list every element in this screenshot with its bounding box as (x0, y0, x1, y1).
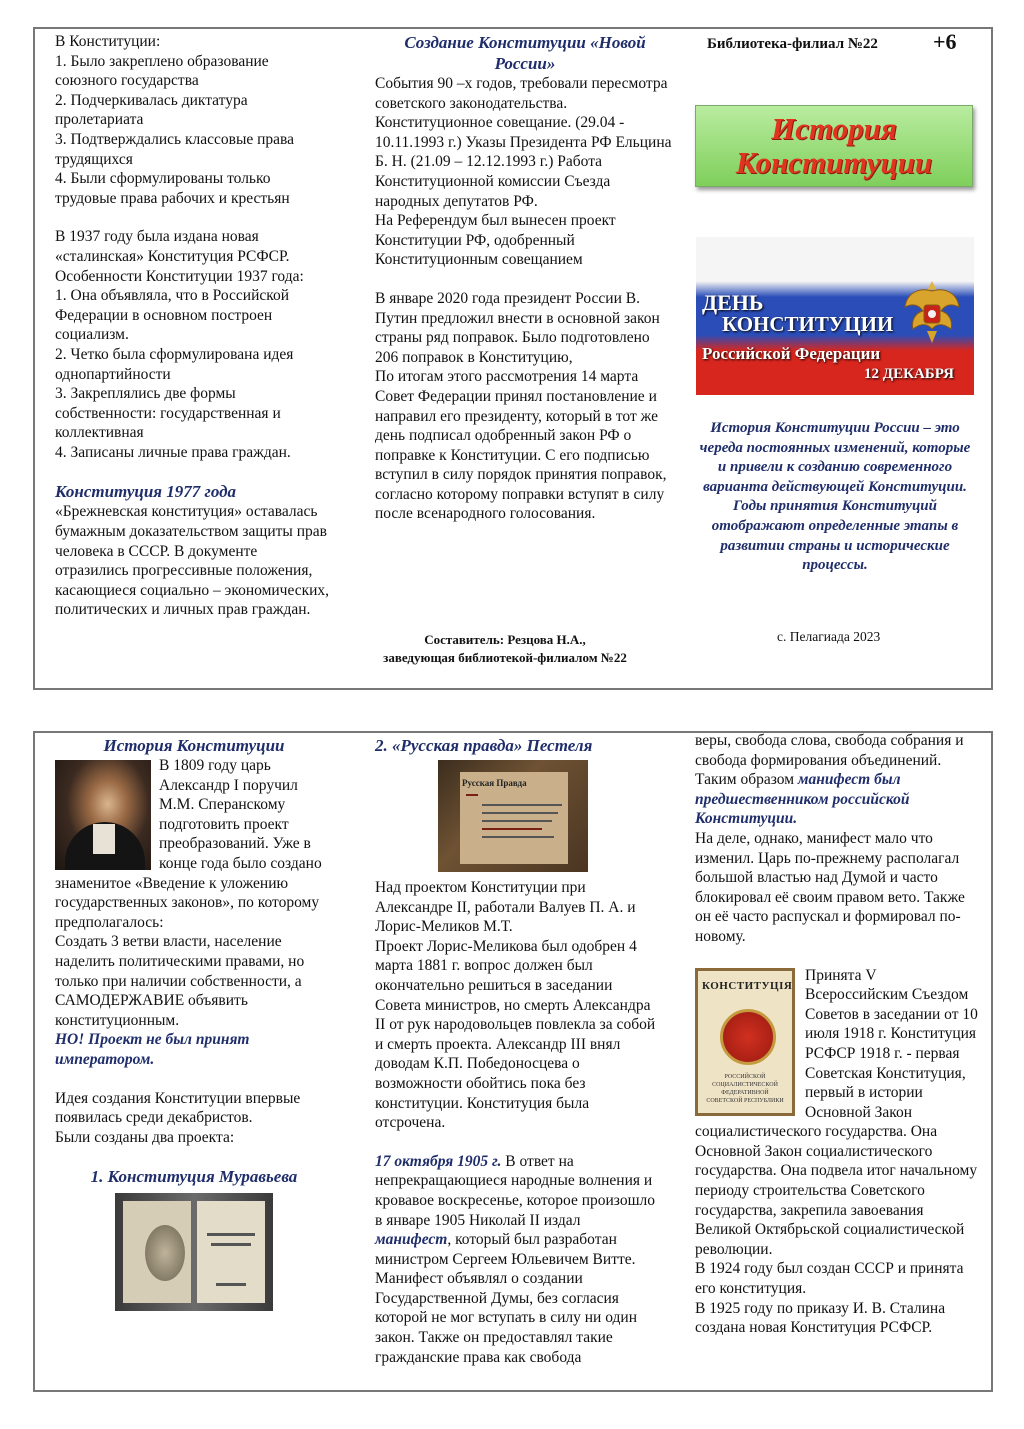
page2-column-2 (375, 735, 657, 1367)
page1-column-1 (55, 32, 330, 620)
page2-column-3 (695, 731, 980, 1338)
intro-text: В Конституции: (55, 33, 161, 50)
heading-pestel: 2. «Русская правда» Пестеля (375, 736, 593, 755)
heading-new-russia: Создание Конституции «Новой России» (404, 33, 646, 73)
title-line-1: История (771, 111, 897, 146)
list-item: 3. Закреплялись две формы собственности: государственная и коллективная (55, 385, 281, 442)
russkaya-pravda-image (438, 760, 588, 872)
paragraph-1937: В 1937 году была издана новая «сталинская» Конституция РСФСР. Особенности Конституции 1937 года: (55, 228, 304, 285)
list-item: 2. Четко была сформулирована идея однопартийности (55, 345, 294, 383)
image-caption: Русская Правда (462, 778, 527, 788)
speransky-portrait-image (55, 760, 151, 870)
compiler-credit (355, 631, 655, 667)
coat-of-arms-icon (901, 277, 963, 347)
banner-line-4: 12 ДЕКАБРЯ (864, 366, 954, 382)
manifest-highlight: манифест (375, 1231, 448, 1249)
banner-line-3: Российской Федерации (702, 344, 881, 363)
age-rating: +6 (933, 29, 957, 54)
paragraph: На Референдум был вынесен проект Конституции РФ, одобренный Конституционным совещанием (375, 212, 616, 269)
paragraph: Проект Лорис-Меликова был одобрен 4 марта 1881 г. вопрос должен был окончательно решиться в заседании Совета министров, но смерть Александра II от рук народовольцев повлекла за собой и смерть проекта. Александр III внял доводам К.П. Победоносцева о возможности обойтись пока без конституции. Конституция была отсрочена. (375, 937, 656, 1132)
cover-footer: РОССИЙСКОЙ СОЦИАЛИСТИЧЕСКОЙ ФЕДЕРАТИВНОЙ СОВЕТСКОЙ РЕСПУБЛИКИ (706, 1073, 784, 1104)
paragraph: Манифест объявлял о создании Государственной Думы, без согласия которой не мог вступать в силу ни один закон. Также он предоставлял такие гражданские права как свобода (375, 1270, 638, 1366)
list-item: 2. Подчеркивалась диктатура пролетариата (55, 91, 248, 129)
list-item: 4. Записаны личные права граждан. (55, 443, 291, 461)
compiler-position: заведующая библиотекой-филиалом №22 (383, 650, 627, 665)
paragraph: Создать 3 ветви власти, население наделить политическими правами, но только при наличии собственности, а САМОДЕРЖАВИЕ объявить конституционным. (55, 933, 305, 1029)
constitution-day-banner (696, 237, 974, 395)
paragraph-1977: «Брежневская конституция» оставалась бумажным доказательством защиты прав человека в СССР. В документе отразились прогрессивные положения, касающиеся социально – экономических, политических и личных прав граждан. (55, 503, 330, 619)
manifest-conclusion: манифест был предшественником российской Конституции. (695, 771, 910, 828)
muravev-book-image (115, 1193, 273, 1311)
heading-1977: Конституция 1977 года (55, 482, 237, 502)
paragraph-speransky: В 1809 году царь Александр I поручил М.М. Сперанскому подготовить проект преобразований. Уже в конце года было создано знаменитое «Введение к уложению государственных законов», по которому предполагалось: (55, 757, 322, 931)
heading-muravev: 1. Конституция Муравьева (90, 1167, 298, 1187)
paragraph: Конституционное совещание. (29.04 - 10.11.1993 г.) Указы Президента РФ Ельцина Б. Н. (21.09 – 12.12.1993 г.) Работа Конституционной комиссии Съезда народных депутатов РФ. (375, 114, 672, 210)
paragraph-continued (695, 731, 980, 829)
paragraph: В январе 2020 года президент России В. Путин предложил внести в основной закон страны ряд поправок. Было подготовлено 206 поправок в Конституцию, (375, 289, 660, 366)
list-item: 3. Подтверждались классовые права трудящихся (55, 130, 295, 168)
place-and-year: с. Пелагиада 2023 (777, 629, 881, 644)
page2-column-1 (55, 735, 333, 1311)
brochure-page-2 (33, 731, 993, 1392)
hammer-sickle-emblem-icon (720, 1009, 776, 1065)
history-intro-text: История Конституции России – это череда постоянных изменений, которые и привели к созданию современного варианта действующей Конституции. Годы принятия Конституций отображают определенные этапы в развитии страны и исторические процессы. (699, 420, 971, 574)
paragraph-1924: В 1924 году был создан СССР и принята его конституция. (695, 1260, 964, 1298)
brochure-title (695, 105, 973, 187)
title-line-2: Конституции (735, 145, 933, 180)
paragraph: Были созданы два проекта: (55, 1128, 235, 1146)
list-item: 4. Были сформулированы только трудовые права рабочих и крестьян (55, 170, 290, 207)
paragraph-text: веры, свобода слова, свобода собрания и свобода формирования объединений. Таким образом (695, 732, 964, 789)
paragraph-1905 (375, 1152, 657, 1270)
paragraph: События 90 –х годов, требовали пересмотра советского законодательства. (375, 75, 668, 112)
paragraph: По итогам этого рассмотрения 14 марта Совет Федерации принял постановление и направил его президенту, который в тот же день подписал одобренный закон РФ о поправке к Конституции. С его подписью вступил в силу порядок принятия поправок, согласно которому поправки вступят в силу после всенародного голосования. (375, 368, 667, 523)
paragraph-text: В ответ на непрекращающиеся народные волнения и кровавое воскресенье, которое произошло в январе 1905 Николай II издал (375, 1152, 655, 1229)
paragraph-text: , который был разработан министром Сергеем Юльевичем Витте. (375, 1231, 636, 1268)
banner-line-2: КОНСТИТУЦИИ (722, 312, 894, 336)
constitution-1918-cover-image (695, 968, 795, 1116)
compiler-name: Составитель: Резцова Н.А., (424, 632, 586, 647)
list-item: 1. Было закреплено образование союзного государства (55, 52, 269, 90)
page1-column-2 (375, 32, 675, 524)
date-highlight: 17 октября 1905 г. (375, 1152, 502, 1170)
highlight-not-accepted: НО! Проект не был принят императором. (55, 1031, 250, 1068)
paragraph: Идея создания Конституции впервые появилась среди декабристов. (55, 1089, 301, 1127)
paragraph: Над проектом Конституции при Александре II, работали Валуев П. А. и Лорис-Меликов М.Т. (375, 879, 636, 936)
brochure-page-1 (33, 27, 993, 690)
paragraph: На деле, однако, манифест мало что изменил. Царь по-прежнему располагал большой властью над Думой и часто блокировал её своим правом вето. Также он её часто распускал и формировал по-новому. (695, 829, 965, 945)
heading-history: История Конституции (103, 736, 285, 755)
list-item: 1. Она объявляла, что в Российской Федерации в основном построен социализм. (55, 287, 290, 344)
banner-line-1: ДЕНЬ (702, 290, 764, 315)
paragraph-1918: Принята V Всероссийским Съездом Советов в заседании от 10 июля 1918 г. Конституция РСФСР 1918 г. - первая Советская Конституция, первый в истории Основной Закон социалистического государства. Она Основной Закон социалистического государства. Она подвела итог начальному периоду строительства Советского государства, закрепила завоевания Великой Октябрьской социалистической революции. (695, 966, 978, 1258)
cover-title: КОНСТИТУЦІЯ (702, 979, 793, 992)
paragraph-1925: В 1925 году по приказу И. В. Сталина создана новая Конституция РСФСР. (695, 1299, 946, 1337)
library-branch-label: Библиотека-филиал №22 (707, 36, 878, 52)
